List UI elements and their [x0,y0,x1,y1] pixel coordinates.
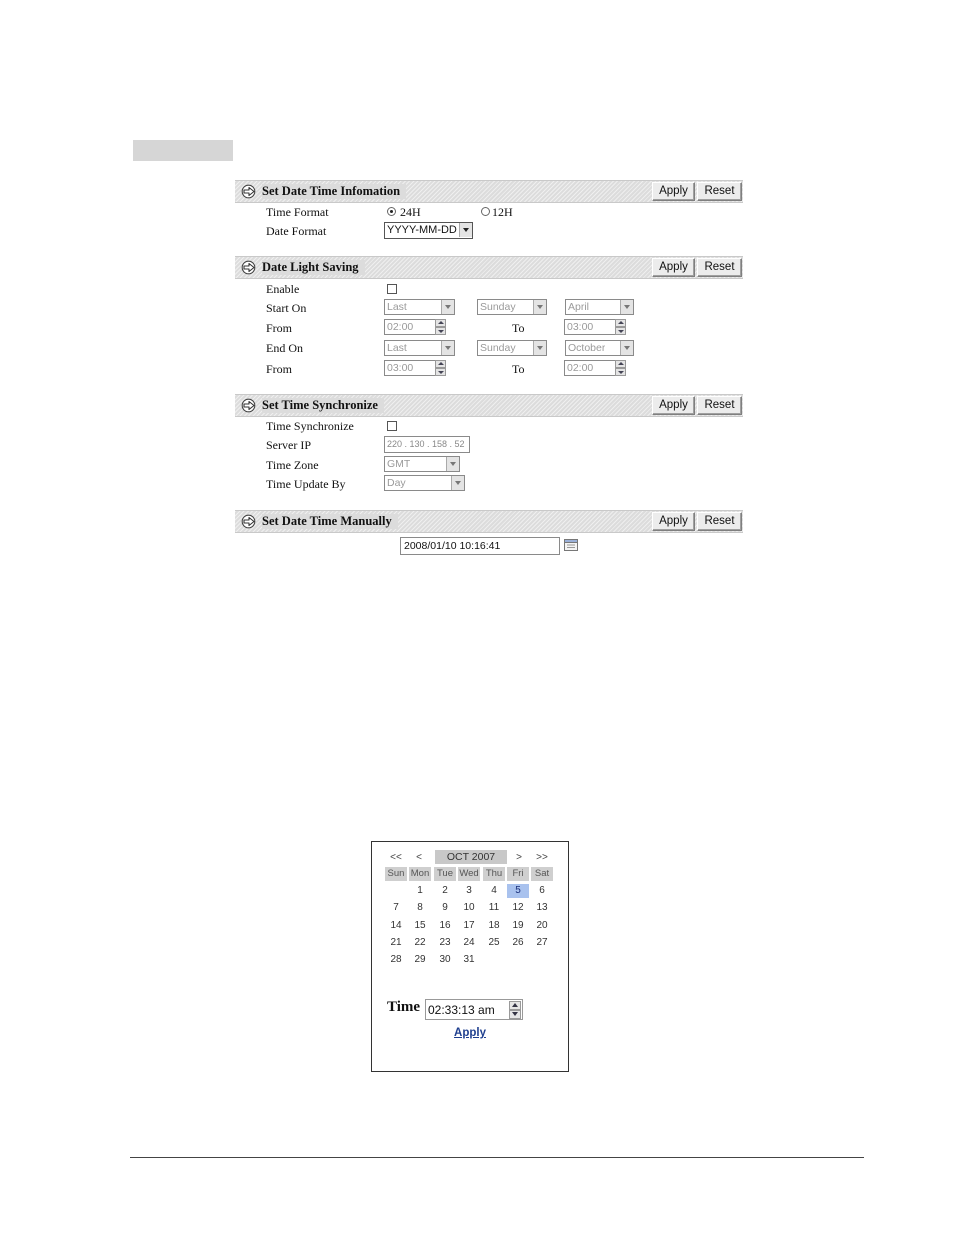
end-month-select[interactable] [565,340,634,356]
radio-24h[interactable] [387,207,396,216]
manual-datetime-field[interactable]: 2008/01/10 10:16:41 [400,537,560,555]
reset-button[interactable]: Reset [697,182,742,201]
radio-24h-label: 24H [400,205,421,219]
spin-down-icon[interactable] [435,327,446,335]
cal-day[interactable]: 6 [539,885,545,896]
end-week-value: Last [387,342,407,354]
dls-enable-label: Enable [266,282,300,296]
cal-day[interactable]: 21 [390,936,402,948]
cal-day[interactable]: 31 [463,954,475,966]
cal-day[interactable]: 12 [512,902,524,914]
date-format-value: YYYY-MM-DD [387,224,457,236]
cal-day[interactable]: 1 [417,885,423,896]
start-week-select[interactable] [384,299,455,315]
cal-day[interactable]: 13 [536,902,548,914]
start-week-value: Last [387,301,407,313]
start-to-value: 03:00 [567,321,594,333]
cal-prev-month-button[interactable]: < [416,852,422,863]
end-week-select[interactable] [384,340,455,356]
spin-up-icon[interactable] [615,360,626,368]
start-month-value: April [568,301,590,313]
cal-day[interactable]: 9 [442,902,448,914]
cal-day[interactable]: 4 [491,885,497,896]
section-title: Set Date Time Infomation [262,184,406,199]
spin-up-icon[interactable] [435,360,446,368]
cal-weekday-header: Wed [459,868,479,879]
cal-day[interactable]: 22 [414,936,426,948]
section-title: Set Time Synchronize [262,398,384,413]
cal-day[interactable]: 15 [414,919,426,931]
start-from-value: 02:00 [387,321,414,333]
apply-button[interactable]: Apply [652,182,695,201]
end-from-stepper[interactable] [384,360,446,376]
end-month-value: October [568,342,606,354]
cal-weekday-header: Tue [434,867,456,881]
cal-day-selected[interactable]: 5 [507,884,529,898]
section-title: Date Light Saving [262,260,365,275]
chevron-down-icon [441,300,454,314]
reset-button[interactable]: Reset [697,512,742,531]
chevron-down-icon [620,341,633,355]
cal-day[interactable]: 29 [414,954,426,966]
cal-day[interactable]: 14 [390,919,402,931]
cal-day[interactable]: 11 [488,902,500,914]
server-ip-field[interactable]: 220 . 130 . 158 . 52 [384,436,470,453]
start-day-select[interactable] [477,299,547,315]
chevron-down-icon [451,476,464,490]
cal-time-field[interactable] [425,999,523,1020]
time-zone-select[interactable] [384,456,460,472]
calendar-popup [371,841,569,1072]
spin-up-icon[interactable] [509,1001,521,1010]
end-day-select[interactable] [477,340,547,356]
time-format-label: Time Format [266,205,329,219]
cal-day[interactable]: 19 [512,919,524,931]
cal-time-label: Time [387,999,421,1015]
reset-button[interactable]: Reset [697,396,742,415]
cal-day[interactable]: 23 [439,936,451,948]
end-to-value: 02:00 [567,362,594,374]
cal-day[interactable]: 16 [439,919,451,931]
start-from-label: From [266,321,293,335]
page-header-tab [133,140,233,161]
cal-day[interactable]: 7 [393,902,399,914]
chevron-down-icon [533,341,546,355]
start-month-select[interactable] [565,299,634,315]
cal-day[interactable]: 3 [466,885,472,896]
start-day-value: Sunday [480,301,516,313]
cal-weekday-header: Sun [385,867,407,881]
apply-button[interactable]: Apply [652,512,695,531]
spin-up-icon[interactable] [615,319,626,327]
end-from-value: 03:00 [387,362,414,374]
chevron-down-icon [441,341,454,355]
spin-down-icon[interactable] [615,327,626,335]
cal-weekday-header: Sat [531,867,553,881]
arrow-right-icon [241,184,258,199]
section-header-time-sync [235,394,743,417]
cal-weekday-header: Thu [483,867,505,881]
date-format-select[interactable] [384,222,473,239]
start-to-label: To [512,321,525,335]
end-on-label: End On [266,341,303,355]
radio-12h[interactable] [481,207,490,216]
start-on-label: Start On [266,301,307,315]
dls-enable-checkbox[interactable] [387,284,397,294]
radio-12h-label: 12H [492,205,513,219]
calendar-icon[interactable] [564,539,578,551]
cal-day[interactable]: 27 [536,936,548,948]
chevron-down-icon [533,300,546,314]
cal-next-month-button[interactable]: > [516,852,522,863]
spin-down-icon[interactable] [615,368,626,376]
time-update-value: Day [387,477,406,489]
end-from-label: From [266,362,293,376]
cal-day[interactable]: 17 [463,919,475,931]
section-header-manual [235,510,743,533]
cal-day[interactable]: 30 [439,954,451,966]
section-header-datetime-info [235,180,743,203]
cal-month-title[interactable]: OCT 2007 [435,850,507,864]
start-from-stepper[interactable] [384,319,446,335]
cal-day[interactable]: 28 [390,954,402,966]
server-ip-label: Server IP [266,438,311,452]
time-zone-value: GMT [387,458,411,470]
spin-up-icon[interactable] [435,319,446,327]
cal-day[interactable]: 24 [463,936,475,948]
chevron-down-icon [620,300,633,314]
cal-day[interactable]: 26 [512,936,524,948]
date-format-label: Date Format [266,224,327,238]
cal-time-value: 02:33:13 am [428,1003,495,1017]
time-sync-label: Time Synchronize [266,419,354,433]
end-to-stepper[interactable] [564,360,626,376]
chevron-down-icon [446,457,459,471]
arrow-right-icon [241,398,258,413]
arrow-right-icon [241,260,258,275]
cal-weekday-header: Mon [410,868,430,879]
cal-day[interactable]: 20 [536,919,548,931]
cal-prev-year-button[interactable]: << [390,852,402,863]
time-sync-checkbox[interactable] [387,421,397,431]
footer-divider [130,1157,864,1158]
cal-day[interactable]: 18 [488,919,500,931]
section-header-daylight-saving [235,256,743,279]
cal-day[interactable]: 25 [488,936,500,948]
cal-day[interactable]: 10 [463,902,475,914]
arrow-right-icon [241,514,258,529]
reset-button[interactable]: Reset [697,258,742,277]
end-to-label: To [512,362,525,376]
spin-down-icon[interactable] [509,1010,521,1019]
cal-next-year-button[interactable]: >> [536,852,548,863]
cal-day[interactable]: 2 [442,885,448,896]
apply-button[interactable]: Apply [652,258,695,277]
start-to-stepper[interactable] [564,319,626,335]
cal-weekday-header: Fri [507,867,529,881]
section-title: Set Date Time Manually [262,514,398,529]
cal-apply-link[interactable]: Apply [454,1027,486,1039]
chevron-down-icon [459,223,472,237]
cal-day[interactable]: 8 [417,902,423,914]
spin-down-icon[interactable] [435,368,446,376]
time-zone-label: Time Zone [266,458,319,472]
apply-button[interactable]: Apply [652,396,695,415]
time-update-select[interactable] [384,475,465,491]
end-day-value: Sunday [480,342,516,354]
time-update-label: Time Update By [266,477,346,491]
